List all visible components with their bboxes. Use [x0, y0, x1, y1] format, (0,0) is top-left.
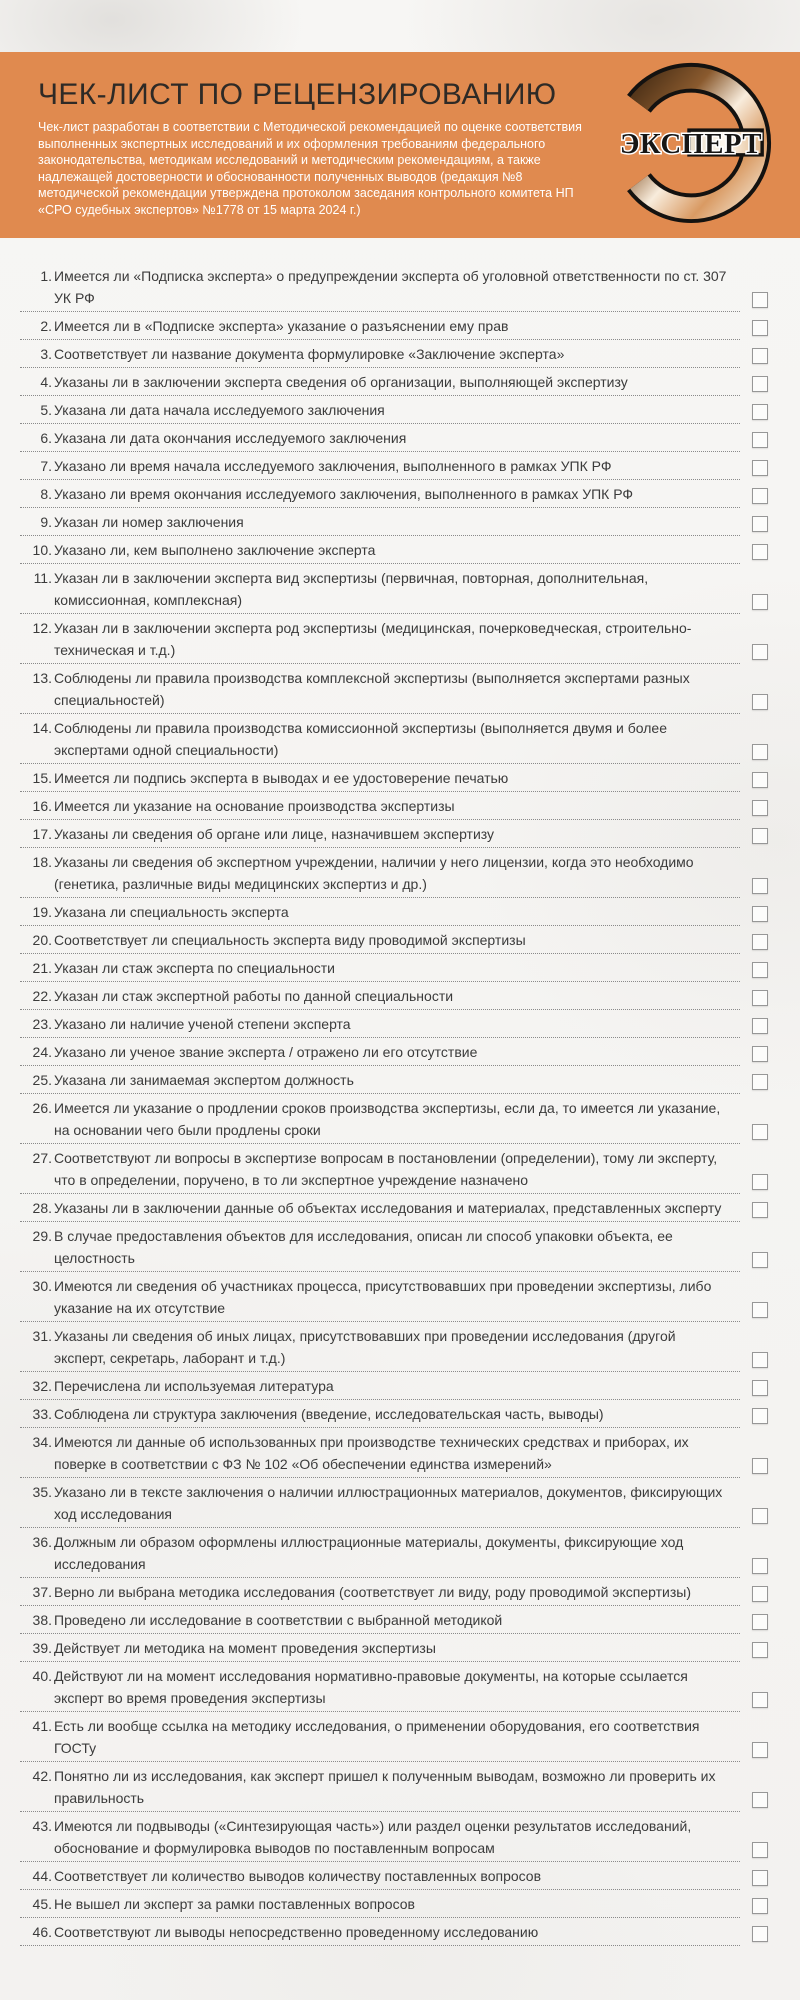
page-title: ЧЕК-ЛИСТ ПО РЕЦЕНЗИРОВАНИЮ: [38, 78, 557, 111]
checkbox[interactable]: [752, 990, 768, 1006]
item-text: Указан ли номер заключения: [54, 514, 244, 530]
checklist-item: [20, 1400, 740, 1428]
item-number: 3.: [40, 346, 52, 362]
item-number: 21.: [32, 960, 52, 976]
checkbox[interactable]: [752, 594, 768, 610]
checklist-item: [20, 1862, 740, 1890]
item-number: 8.: [40, 486, 52, 502]
checklist-item: [20, 368, 740, 396]
item-text: Соответствует ли специальность эксперта виду проводимой экспертизы: [54, 932, 526, 948]
checklist-item: [20, 1890, 740, 1918]
checklist-item: [20, 792, 740, 820]
checklist-item: [20, 1010, 740, 1038]
checkbox[interactable]: [752, 1458, 768, 1474]
checklist-item: [20, 1222, 740, 1272]
item-number: 45.: [32, 1896, 52, 1912]
checkbox[interactable]: [752, 404, 768, 420]
item-number: 6.: [40, 430, 52, 446]
checklist-item: [20, 564, 740, 614]
item-number: 43.: [32, 1818, 52, 1834]
checkbox[interactable]: [752, 1898, 768, 1914]
checkbox[interactable]: [752, 1614, 768, 1630]
checklist-item: [20, 1194, 740, 1222]
checkbox[interactable]: [752, 432, 768, 448]
checkbox[interactable]: [752, 800, 768, 816]
item-number: 38.: [32, 1612, 52, 1628]
item-number: 33.: [32, 1406, 52, 1422]
item-number: 35.: [32, 1484, 52, 1500]
checkbox[interactable]: [752, 376, 768, 392]
checkbox[interactable]: [752, 348, 768, 364]
checkbox[interactable]: [752, 772, 768, 788]
item-text: Указаны ли сведения об органе или лице, назначившем экспертизу: [54, 826, 495, 842]
item-text: Указаны ли в заключении данные об объектах исследования и материалах, представленных эксперту: [54, 1200, 722, 1216]
item-number: 14.: [32, 720, 52, 736]
item-number: 34.: [32, 1434, 52, 1450]
item-text: Соответствует ли название документа формулировке «Заключение эксперта»: [54, 346, 565, 362]
checkbox[interactable]: [752, 1074, 768, 1090]
item-number: 42.: [32, 1768, 52, 1784]
checkbox[interactable]: [752, 1202, 768, 1218]
checkbox[interactable]: [752, 1302, 768, 1318]
checkbox[interactable]: [752, 962, 768, 978]
item-number: 40.: [32, 1668, 52, 1684]
item-number: 16.: [32, 798, 52, 814]
checkbox[interactable]: [752, 1408, 768, 1424]
checkbox[interactable]: [752, 1352, 768, 1368]
checklist-item: [20, 1428, 740, 1478]
checkbox[interactable]: [752, 488, 768, 504]
item-text: Имеется ли указание на основание производства экспертизы: [54, 798, 455, 814]
item-text: Перечислена ли используемая литература: [54, 1378, 334, 1394]
item-number: 44.: [32, 1868, 52, 1884]
item-number: 27.: [32, 1150, 52, 1166]
checklist-item: [20, 396, 740, 424]
item-number: 1.: [40, 268, 52, 284]
item-text: Указаны ли сведения об экспертном учреждении, наличии у него лицензии, когда это необходимо (генетика, различные виды медицинских экспертиз и др.): [54, 854, 694, 892]
item-text: Есть ли вообще ссылка на методику исследования, о применении оборудования, его соответствия ГОСТу: [54, 1718, 700, 1756]
checklist-item: [20, 1578, 740, 1606]
item-text: Имеется ли в «Подписке эксперта» указание о разъяснении ему прав: [54, 318, 509, 334]
item-text: Указаны ли сведения об иных лицах, присутствовавших при проведении исследования (другой эксперт, секретарь, лаборант и т.д.): [54, 1328, 676, 1366]
item-text: Имеются ли сведения об участниках процесса, присутствовавших при проведении экспертизы, либо указание на их отсутствие: [54, 1278, 712, 1316]
item-number: 41.: [32, 1718, 52, 1734]
checklist-item: [20, 1528, 740, 1578]
checklist-item: [20, 1762, 740, 1812]
checkbox[interactable]: [752, 878, 768, 894]
checkbox[interactable]: [752, 744, 768, 760]
checkbox[interactable]: [752, 1842, 768, 1858]
checklist-item: [20, 1038, 740, 1066]
item-text: Указан ли стаж эксперта по специальности: [54, 960, 335, 976]
item-text: Указано ли наличие ученой степени эксперта: [54, 1016, 351, 1032]
checkbox[interactable]: [752, 1792, 768, 1808]
checkbox[interactable]: [752, 1642, 768, 1658]
item-text: Действуют ли на момент исследования нормативно-правовые документы, на которые ссылается эксперт во время проведения экспертизы: [54, 1668, 688, 1706]
item-text: Указан ли в заключении эксперта вид экспертизы (первичная, повторная, дополнительная, комиссионная, комплексная): [54, 570, 649, 608]
item-number: 11.: [33, 570, 52, 586]
item-number: 10.: [32, 542, 52, 558]
item-number: 29.: [32, 1228, 52, 1244]
checkbox[interactable]: [752, 934, 768, 950]
checklist-item: [20, 1094, 740, 1144]
item-number: 20.: [32, 932, 52, 948]
item-number: 24.: [32, 1044, 52, 1060]
item-text: Имеется ли подпись эксперта в выводах и ее удостоверение печатью: [54, 770, 509, 786]
item-number: 28.: [32, 1200, 52, 1216]
checklist-item: [20, 262, 740, 312]
header-banner: [0, 52, 800, 238]
checkbox[interactable]: [752, 1508, 768, 1524]
header-description: Чек-лист разработан в соответствии с Методической рекомендацией по оценке соответствия выполненных экспертных исследований и их оформления требованиям федерального законодательства, методикам исследований и методическим рекомендациям, а также надлежащей достоверности и обоснованности полученных выводов (редакция №8 методической рекомендации утверждена протоколом заседания контрольного комитета НП «СРО судебных экспертов» №1778 от 15 марта 2024 г.): [38, 120, 582, 217]
item-text: Указаны ли в заключении эксперта сведения об организации, выполняющей экспертизу: [54, 374, 628, 390]
checklist-item: [20, 1662, 740, 1712]
checkbox[interactable]: [752, 1692, 768, 1708]
checklist-item: [20, 1634, 740, 1662]
checkbox[interactable]: [752, 906, 768, 922]
item-text: Указано ли время окончания исследуемого заключения, выполненного в рамках УПК РФ: [54, 486, 634, 502]
item-number: 26.: [32, 1100, 52, 1116]
item-text: Соответствует ли количество выводов количеству поставленных вопросов: [54, 1868, 542, 1884]
checklist-item: [20, 982, 740, 1010]
item-number: 19.: [32, 904, 52, 920]
item-text: В случае предоставления объектов для исследования, описан ли способ упаковки объекта, ее целостность: [54, 1228, 673, 1266]
checklist-item: [20, 764, 740, 792]
item-number: 5.: [40, 402, 52, 418]
checkbox[interactable]: [752, 1558, 768, 1574]
checklist-item: [20, 1272, 740, 1322]
checklist-item: [20, 1144, 740, 1194]
item-number: 2.: [40, 318, 52, 334]
item-text: Должным ли образом оформлены иллюстрационные материалы, документы, фиксирующие ход исследования: [54, 1534, 684, 1572]
checkbox[interactable]: [752, 1174, 768, 1190]
item-text: Указана ли дата начала исследуемого заключения: [54, 402, 385, 418]
checklist-item: [20, 312, 740, 340]
item-text: Указан ли стаж экспертной работы по данной специальности: [54, 988, 454, 1004]
item-number: 15.: [32, 770, 52, 786]
checklist-item: [20, 664, 740, 714]
checklist-item: [20, 452, 740, 480]
checklist-item: [20, 508, 740, 536]
item-number: 12.: [32, 620, 52, 636]
checkbox[interactable]: [752, 1124, 768, 1140]
item-number: 36.: [32, 1534, 52, 1550]
item-text: Указано ли ученое звание эксперта / отражено ли его отсутствие: [54, 1044, 478, 1060]
checkbox[interactable]: [752, 320, 768, 336]
item-number: 9.: [40, 514, 52, 530]
item-text: Действует ли методика на момент проведения экспертизы: [54, 1640, 436, 1656]
checklist-item: [20, 898, 740, 926]
item-text: Имеется ли указание о продлении сроков производства экспертизы, если да, то имеется ли указание, на основании чего были продлены сроки: [54, 1100, 721, 1138]
checklist: [20, 262, 740, 1946]
logo-text: ЭКСПЕРТ: [620, 127, 762, 160]
item-text: Имеется ли «Подписка эксперта» о предупреждении эксперта об уголовной ответственности по ст. 307 УК РФ: [54, 268, 727, 306]
item-number: 22.: [32, 988, 52, 1004]
item-number: 31.: [32, 1328, 52, 1344]
item-number: 32.: [32, 1378, 52, 1394]
expert-logo: [606, 58, 774, 226]
item-number: 23.: [32, 1016, 52, 1032]
checkbox[interactable]: [752, 544, 768, 560]
checklist-item: [20, 424, 740, 452]
item-text: Соответствуют ли выводы непосредственно проведенному исследованию: [54, 1924, 539, 1940]
item-number: 7.: [40, 458, 52, 474]
expert-logo-icon: [606, 58, 774, 226]
item-number: 17.: [32, 826, 52, 842]
checklist-item: [20, 340, 740, 368]
item-text: Верно ли выбрана методика исследования (соответствует ли виду, роду проводимой экспертизы): [54, 1584, 692, 1600]
checkbox[interactable]: [752, 1926, 768, 1942]
checklist-item: [20, 1372, 740, 1400]
item-text: Соблюдена ли структура заключения (введение, исследовательская часть, выводы): [54, 1406, 604, 1422]
item-number: 25.: [32, 1072, 52, 1088]
checkbox[interactable]: [752, 1586, 768, 1602]
item-text: Не вышел ли эксперт за рамки поставленных вопросов: [54, 1896, 415, 1912]
checklist-item: [20, 714, 740, 764]
checkbox[interactable]: [752, 460, 768, 476]
item-number: 37.: [32, 1584, 52, 1600]
checklist-item: [20, 1812, 740, 1862]
checkbox[interactable]: [752, 828, 768, 844]
checklist-item: [20, 820, 740, 848]
checkbox[interactable]: [752, 1742, 768, 1758]
checklist-item: [20, 1322, 740, 1372]
item-text: Соблюдены ли правила производства комиссионной экспертизы (выполняется двумя и более экспертами одной специальности): [54, 720, 667, 758]
checkbox[interactable]: [752, 1018, 768, 1034]
checklist-item: [20, 1918, 740, 1946]
item-text: Указано ли, кем выполнено заключение эксперта: [54, 542, 376, 558]
checklist-item: [20, 1066, 740, 1094]
checklist-item: [20, 954, 740, 982]
checklist-item: [20, 1712, 740, 1762]
checklist-item: [20, 926, 740, 954]
item-text: Указано ли время начала исследуемого заключения, выполненного в рамках УПК РФ: [54, 458, 612, 474]
checkbox[interactable]: [752, 516, 768, 532]
checklist-item: [20, 480, 740, 508]
item-text: Указана ли занимаемая экспертом должность: [54, 1072, 354, 1088]
checklist-item: [20, 536, 740, 564]
item-text: Указан ли в заключении эксперта род экспертизы (медицинская, почерковедческая, строительно-техническая и т.д.): [54, 620, 692, 658]
item-number: 30.: [32, 1278, 52, 1294]
item-text: Имеются ли подвыводы («Синтезирующая часть») или раздел оценки результатов исследований, обоснование и формулировка выводов по поставленным вопросам: [54, 1818, 692, 1856]
item-text: Проведено ли исследование в соответствии с выбранной методикой: [54, 1612, 503, 1628]
checklist-item: [20, 1606, 740, 1634]
item-text: Указана ли специальность эксперта: [54, 904, 289, 920]
item-text: Соблюдены ли правила производства комплексной экспертизы (выполняется экспертами разных специальностей): [54, 670, 690, 708]
checklist-item: [20, 848, 740, 898]
checkbox[interactable]: [752, 1252, 768, 1268]
checkbox[interactable]: [752, 1870, 768, 1886]
checkbox[interactable]: [752, 694, 768, 710]
checklist-item: [20, 614, 740, 664]
item-text: Указано ли в тексте заключения о наличии иллюстрационных материалов, документов, фиксирующих ход исследования: [54, 1484, 723, 1522]
checkbox[interactable]: [752, 1380, 768, 1396]
item-text: Указана ли дата окончания исследуемого заключения: [54, 430, 407, 446]
item-number: 13.: [32, 670, 52, 686]
checklist-item: [20, 1478, 740, 1528]
item-text: Соответствуют ли вопросы в экспертизе вопросам в постановлении (определении), тому ли эксперту, что в определении, поручено, в то ли экспертное учреждение назначено: [54, 1150, 718, 1188]
item-text: Имеются ли данные об использованных при производстве технических средствах и приборах, их поверке в соответствии с ФЗ № 102 «Об обеспечении единства измерений»: [54, 1434, 689, 1472]
item-number: 4.: [40, 374, 52, 390]
item-number: 39.: [32, 1640, 52, 1656]
item-number: 18.: [32, 854, 52, 870]
checkbox[interactable]: [752, 292, 768, 308]
checkbox[interactable]: [752, 1046, 768, 1062]
item-text: Понятно ли из исследования, как эксперт пришел к полученным выводам, возможно ли проверить их правильность: [54, 1768, 716, 1806]
item-number: 46.: [32, 1924, 52, 1940]
checkbox[interactable]: [752, 644, 768, 660]
